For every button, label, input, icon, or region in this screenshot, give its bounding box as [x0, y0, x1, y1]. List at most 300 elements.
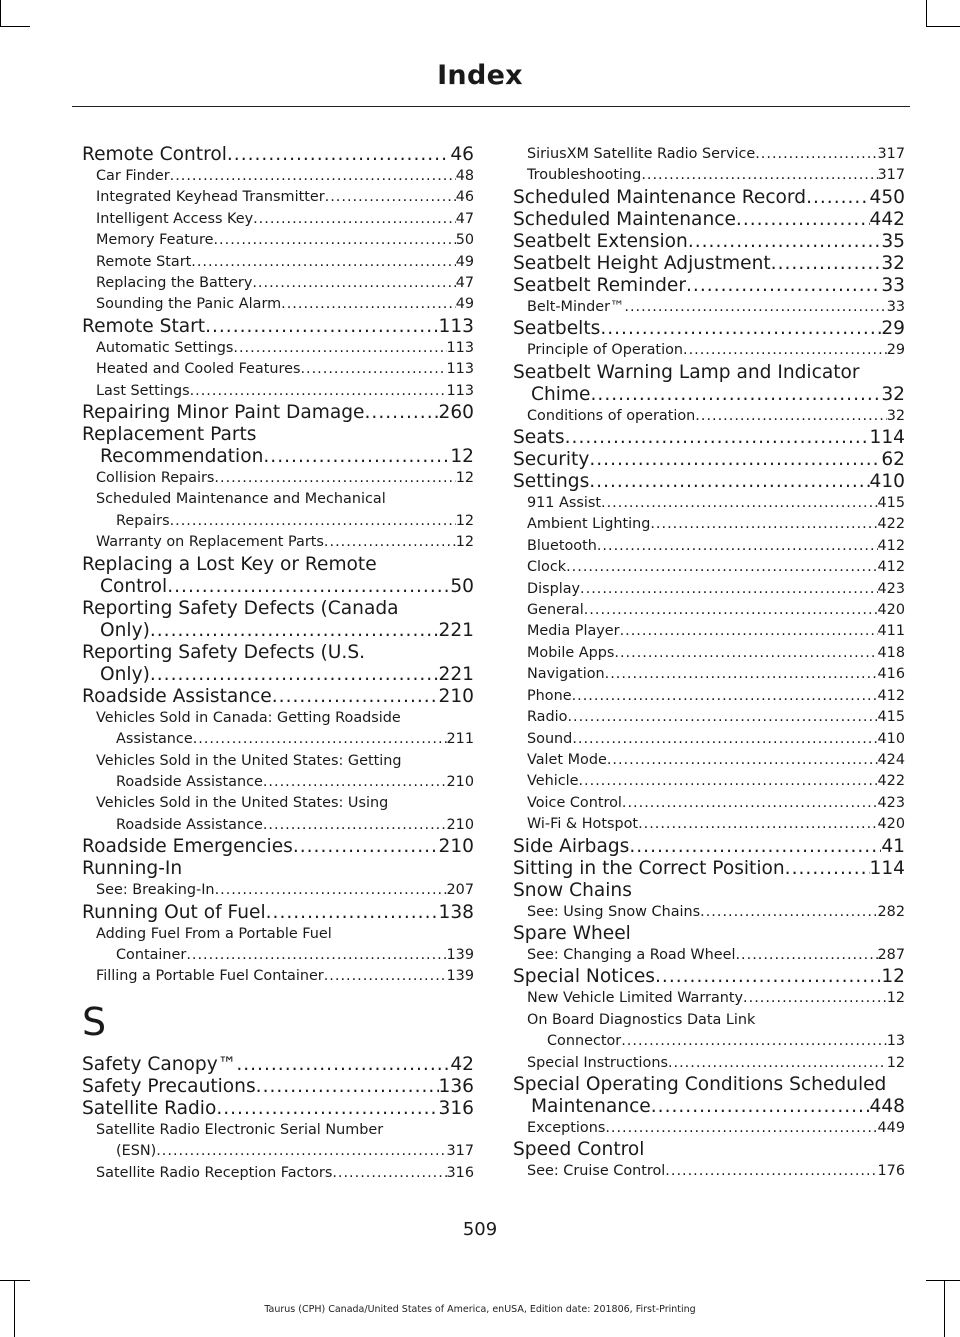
entry-text: See: Changing a Road Wheel [527, 946, 736, 963]
index-subentry [513, 664, 905, 685]
entry-page-number: 49 [455, 253, 474, 270]
index-subentry [513, 1031, 905, 1052]
index-subentry [513, 988, 905, 1009]
dot-leader [589, 471, 869, 493]
entry-text: Remote Start [82, 315, 206, 337]
entry-page-number: 207 [446, 882, 474, 899]
index-subentry [82, 729, 474, 750]
entry-text: Sounding the Panic Alarm [96, 296, 282, 313]
entry-text: Phone [527, 687, 572, 704]
index-entry [513, 231, 905, 253]
entry-page-number: 13 [886, 1033, 905, 1050]
entry-page-number: 114 [869, 857, 905, 879]
entry-text: Roadside Emergencies [82, 836, 293, 858]
index-entry [82, 858, 474, 880]
index-entry [513, 1074, 905, 1096]
dot-leader [300, 359, 446, 380]
header-divider [72, 106, 910, 107]
dot-leader [566, 557, 877, 578]
entry-page-number: 410 [877, 730, 905, 747]
entry-page-number: 420 [877, 816, 905, 833]
dot-leader [293, 836, 439, 858]
index-subentry [513, 902, 905, 923]
entry-page-number: 12 [886, 1054, 905, 1071]
dot-leader [655, 966, 881, 988]
entry-text: Integrated Keyhead Transmitter [96, 189, 325, 206]
entry-text: Seatbelts [513, 318, 601, 340]
dot-leader [263, 446, 450, 468]
dot-leader [736, 209, 870, 231]
entry-text: See: Breaking-In [96, 882, 215, 899]
dot-leader [191, 252, 455, 273]
entry-text: Only) [100, 619, 150, 641]
dot-leader [572, 729, 877, 750]
dot-leader [591, 384, 882, 406]
entry-text: Sitting in the Correct Position [513, 857, 785, 879]
entry-page-number: 32 [886, 407, 905, 424]
page-title: Index [437, 60, 523, 91]
dot-leader [641, 165, 877, 186]
dot-leader [629, 836, 881, 858]
entry-text: Special Instructions [527, 1054, 668, 1071]
index-subentry [513, 493, 905, 514]
entry-page-number: 50 [455, 232, 474, 249]
entry-page-number: 113 [438, 315, 474, 337]
index-section-letter: S [82, 999, 107, 1044]
dot-leader [771, 253, 882, 275]
dot-leader [253, 209, 456, 230]
entry-text: Last Settings [96, 382, 190, 399]
dot-leader [214, 468, 455, 489]
entry-page-number: 282 [877, 903, 905, 920]
entry-text: Special Operating Conditions Scheduled [513, 1073, 887, 1095]
entry-page-number: 12 [450, 446, 474, 468]
dot-leader [572, 686, 878, 707]
entry-text: Replacing the Battery [96, 275, 253, 292]
entry-text: Vehicles Sold in the United States: Using [96, 795, 389, 812]
entry-page-number: 29 [881, 318, 905, 340]
footer-edition-note: Taurus (CPH) Canada/United States of America, enUSA, Edition date: 201806, First-Printing [264, 1304, 696, 1315]
entry-page-number: 136 [438, 1075, 474, 1097]
index-subentry [82, 273, 474, 294]
dot-leader [150, 620, 439, 642]
dot-leader [735, 945, 877, 966]
entry-page-number: 12 [455, 534, 474, 551]
dot-leader [584, 600, 878, 621]
dot-leader [578, 771, 877, 792]
dot-leader [600, 318, 881, 340]
dot-leader [256, 1076, 439, 1098]
dot-leader [806, 187, 869, 209]
index-subentry [513, 579, 905, 600]
index-subentry [513, 771, 905, 792]
entry-text: Running-In [82, 858, 183, 880]
entry-page-number: 42 [450, 1053, 474, 1075]
entry-page-number: 12 [881, 966, 905, 988]
index-subentry [82, 880, 474, 901]
entry-text: Navigation [527, 666, 605, 683]
index-subentry [82, 187, 474, 208]
index-subentry [82, 532, 474, 553]
dot-leader [755, 144, 877, 165]
entry-text: Chime [531, 383, 591, 405]
entry-page-number: 317 [877, 167, 905, 184]
index-entry [513, 923, 905, 945]
index-entry [82, 1054, 474, 1076]
entry-page-number: 418 [877, 644, 905, 661]
dot-leader [668, 1053, 887, 1074]
entry-page-number: 410 [869, 471, 905, 493]
entry-text: Recommendation [100, 446, 264, 468]
dot-leader [193, 729, 447, 750]
dot-leader [580, 579, 877, 600]
index-subentry [82, 294, 474, 315]
index-subentry [513, 165, 905, 186]
entry-page-number: 62 [881, 449, 905, 471]
entry-page-number: 316 [446, 1164, 474, 1181]
entry-text: Repairs [116, 512, 170, 529]
entry-text: Car Finder [96, 168, 170, 184]
entry-page-number: 113 [446, 382, 474, 399]
entry-page-number: 114 [869, 427, 905, 449]
dot-leader [150, 664, 439, 686]
entry-text: New Vehicle Limited Warranty [527, 990, 744, 1007]
entry-text: Reporting Safety Defects (U.S. [82, 641, 366, 663]
entry-text: Vehicles Sold in the United States: Getting [96, 752, 402, 769]
entry-page-number: 317 [877, 146, 905, 162]
entry-text: Automatic Settings [96, 339, 234, 356]
entry-text: Valet Mode [527, 751, 607, 768]
dot-leader [683, 340, 887, 361]
page-number: 509 [462, 1219, 498, 1240]
entry-text: Adding Fuel From a Portable Fuel [96, 925, 332, 942]
index-subentry [513, 536, 905, 557]
index-subentry [82, 945, 474, 966]
index-subentry [82, 359, 474, 380]
index-entry [513, 858, 905, 880]
dot-leader [601, 493, 878, 514]
dot-leader [785, 858, 870, 880]
index-subentry [513, 600, 905, 621]
dot-leader [365, 402, 439, 424]
dot-leader [186, 945, 446, 966]
entry-text: On Board Diagnostics Data Link [527, 1011, 756, 1028]
entry-text: Running Out of Fuel [82, 901, 266, 923]
entry-page-number: 422 [877, 773, 905, 790]
index-entry [82, 1098, 474, 1120]
index-subentry [82, 209, 474, 230]
dot-leader [597, 536, 878, 557]
dot-leader [621, 1031, 886, 1052]
entry-page-number: 450 [869, 186, 905, 208]
entry-page-number: 210 [438, 685, 474, 707]
index-subentry [513, 750, 905, 771]
dot-leader [236, 1054, 450, 1076]
index-subentry [513, 621, 905, 642]
entry-text: Bluetooth [527, 537, 597, 554]
entry-page-number: 416 [877, 666, 905, 683]
crop-mark [0, 1280, 30, 1281]
crop-mark [926, 1280, 960, 1281]
entry-text: Collision Repairs [96, 470, 215, 487]
dot-leader [205, 316, 438, 338]
index-subentry [513, 514, 905, 535]
entry-text: Vehicles Sold in Canada: Getting Roadside [96, 709, 401, 726]
index-entry [82, 664, 474, 686]
dot-leader [213, 230, 455, 251]
entry-text: Clock [527, 559, 567, 576]
entry-page-number: 221 [438, 619, 474, 641]
entry-page-number: 211 [446, 731, 474, 748]
index-subentry [82, 1141, 474, 1162]
entry-text: Assistance [116, 731, 193, 748]
index-entry [513, 187, 905, 209]
dot-leader [743, 988, 887, 1009]
index-entry [82, 424, 474, 446]
dot-leader [622, 793, 878, 814]
entry-text: Safety Canopy™ [82, 1053, 237, 1075]
entry-page-number: 260 [438, 402, 474, 424]
entry-text: Principle of Operation [527, 342, 683, 359]
entry-page-number: 47 [455, 210, 474, 227]
index-entry [82, 598, 474, 620]
index-entry [513, 253, 905, 275]
index-subentry [82, 751, 474, 772]
dot-leader [565, 427, 870, 449]
dot-leader [624, 297, 886, 318]
index-entry [82, 1076, 474, 1098]
index-subentry [82, 468, 474, 489]
index-column-right [513, 144, 905, 1183]
entry-text: Mobile Apps [527, 644, 615, 661]
entry-text: Troubleshooting [527, 167, 642, 184]
dot-leader [589, 449, 881, 471]
entry-page-number: 415 [877, 495, 905, 512]
entry-page-number: 113 [446, 361, 474, 378]
index-subentry [82, 252, 474, 273]
index-subentry [82, 230, 474, 251]
index-subentry [513, 793, 905, 814]
entry-text: Ambient Lighting [527, 516, 651, 533]
index-entry [82, 144, 474, 166]
index-subentry [513, 340, 905, 361]
index-subentry [513, 1010, 905, 1031]
index-entry [82, 620, 474, 642]
entry-text: Scheduled Maintenance [513, 208, 736, 230]
dot-leader [170, 166, 456, 187]
entry-page-number: 412 [877, 687, 905, 704]
entry-text: 911 Assist [527, 495, 602, 512]
dot-leader [651, 1096, 870, 1118]
entry-page-number: 449 [877, 1119, 905, 1136]
entry-text: Satellite Radio Reception Factors [96, 1164, 333, 1181]
entry-text: Intelligent Access Key [96, 210, 254, 227]
index-subentry [513, 643, 905, 664]
entry-page-number: 32 [881, 252, 905, 274]
dot-leader [190, 381, 447, 402]
index-entry [82, 316, 474, 338]
index-subentry [513, 945, 905, 966]
dot-leader [263, 815, 447, 836]
index-subentry [82, 338, 474, 359]
entry-text: Special Notices [513, 966, 655, 988]
index-subentry [513, 729, 905, 750]
entry-text: Replacing a Lost Key or Remote [82, 553, 377, 575]
entry-text: See: Using Snow Chains [527, 903, 701, 920]
dot-leader [695, 406, 886, 427]
dot-leader [614, 643, 877, 664]
entry-text: General [527, 602, 584, 619]
index-subentry [513, 686, 905, 707]
entry-page-number: 138 [438, 901, 474, 923]
entry-text: See: Cruise Control [527, 1163, 666, 1180]
index-entry [513, 384, 905, 406]
entry-text: Replacement Parts [82, 424, 257, 446]
entry-page-number: 48 [455, 168, 474, 184]
entry-text: Heated and Cooled Features [96, 361, 301, 378]
entry-page-number: 49 [455, 296, 474, 313]
dot-leader [620, 621, 878, 642]
index-subentry [82, 381, 474, 402]
dot-leader [607, 750, 878, 771]
dot-leader [156, 1141, 446, 1162]
entry-text: Satellite Radio [82, 1097, 217, 1119]
dot-leader [272, 686, 439, 708]
entry-page-number: 422 [877, 516, 905, 533]
dot-leader [252, 273, 455, 294]
crop-mark [0, 0, 1, 26]
entry-text: Only) [100, 663, 150, 685]
entry-page-number: 210 [438, 836, 474, 858]
dot-leader [638, 814, 877, 835]
entry-page-number: 424 [877, 751, 905, 768]
entry-page-number: 210 [446, 816, 474, 833]
index-entry [82, 642, 474, 664]
dot-leader [688, 231, 882, 253]
index-entry [513, 1139, 905, 1161]
index-entry [82, 402, 474, 424]
index-entry [513, 836, 905, 858]
entry-text: Remote Control [82, 144, 227, 165]
index-entry [513, 209, 905, 231]
dot-leader [605, 664, 878, 685]
entry-text: Roadside Assistance [116, 773, 263, 790]
entry-page-number: 210 [446, 773, 474, 790]
entry-text: Media Player [527, 623, 620, 640]
index-entry [82, 836, 474, 858]
entry-text: Filling a Portable Fuel Container [96, 968, 324, 985]
index-subentry [513, 707, 905, 728]
dot-leader [281, 294, 456, 315]
dot-leader [233, 338, 446, 359]
index-entry [513, 318, 905, 340]
index-subentry [513, 1053, 905, 1074]
entry-text: Conditions of operation [527, 407, 696, 424]
entry-text: Snow Chains [513, 879, 632, 901]
index-entry [82, 576, 474, 598]
entry-text: Seats [513, 427, 565, 449]
entry-page-number: 423 [877, 794, 905, 811]
entry-page-number: 29 [886, 342, 905, 359]
entry-page-number: 221 [438, 663, 474, 685]
dot-leader [650, 514, 877, 535]
index-subentry [513, 814, 905, 835]
entry-text: Seatbelt Height Adjustment [513, 252, 771, 274]
entry-page-number: 12 [886, 990, 905, 1007]
index-subentry [513, 406, 905, 427]
entry-text: Scheduled Maintenance Record [513, 186, 807, 208]
entry-page-number: 50 [450, 575, 474, 597]
entry-page-number: 317 [446, 1143, 474, 1160]
entry-page-number: 423 [877, 580, 905, 597]
dot-leader [686, 275, 881, 297]
entry-page-number: 32 [881, 383, 905, 405]
entry-text: Repairing Minor Paint Damage [82, 402, 365, 424]
crop-mark [0, 26, 30, 27]
entry-page-number: 46 [450, 144, 474, 165]
index-subentry [82, 815, 474, 836]
entry-text: Remote Start [96, 253, 192, 270]
entry-text: Speed Control [513, 1139, 645, 1161]
entry-text: Container [116, 946, 187, 963]
entry-text: Seatbelt Warning Lamp and Indicator [513, 361, 860, 383]
index-entry [513, 449, 905, 471]
index-subentry [82, 1120, 474, 1141]
entry-page-number: 33 [881, 274, 905, 296]
entry-text: Warranty on Replacement Parts [96, 534, 324, 551]
index-subentry [513, 1161, 905, 1182]
entry-text: Spare Wheel [513, 922, 631, 944]
crop-mark [926, 26, 960, 27]
index-subentry [82, 793, 474, 814]
entry-page-number: 316 [438, 1097, 474, 1119]
index-entry [82, 554, 474, 576]
entry-text: Sound [527, 730, 573, 747]
index-subentry [513, 297, 905, 318]
dot-leader [700, 902, 877, 923]
entry-text: Reporting Safety Defects (Canada [82, 597, 399, 619]
entry-page-number: 412 [877, 559, 905, 576]
entry-page-number: 411 [877, 623, 905, 640]
dot-leader [263, 772, 447, 793]
entry-page-number: 33 [886, 298, 905, 315]
dot-leader [167, 576, 450, 598]
entry-text: Vehicle [527, 773, 579, 790]
index-subentry [82, 489, 474, 510]
entry-text: Roadside Assistance [82, 685, 272, 707]
index-entry [513, 275, 905, 297]
index-entry [513, 362, 905, 384]
dot-leader [215, 880, 447, 901]
entry-page-number: 47 [455, 275, 474, 292]
dot-leader [605, 1118, 877, 1139]
entry-text: Seatbelt Reminder [513, 274, 687, 296]
index-subentry [513, 1118, 905, 1139]
entry-page-number: 35 [881, 230, 905, 252]
dot-leader [567, 707, 877, 728]
entry-text: Control [100, 575, 168, 597]
index-subentry [82, 166, 474, 187]
entry-text: Exceptions [527, 1119, 606, 1136]
entry-page-number: 176 [877, 1163, 905, 1180]
index-entry [513, 966, 905, 988]
entry-text: Maintenance [531, 1095, 651, 1117]
entry-text: Radio [527, 709, 568, 726]
entry-page-number: 46 [455, 189, 474, 206]
entry-page-number: 12 [455, 512, 474, 529]
entry-page-number: 139 [446, 968, 474, 985]
entry-text: Seatbelt Extension [513, 230, 688, 252]
